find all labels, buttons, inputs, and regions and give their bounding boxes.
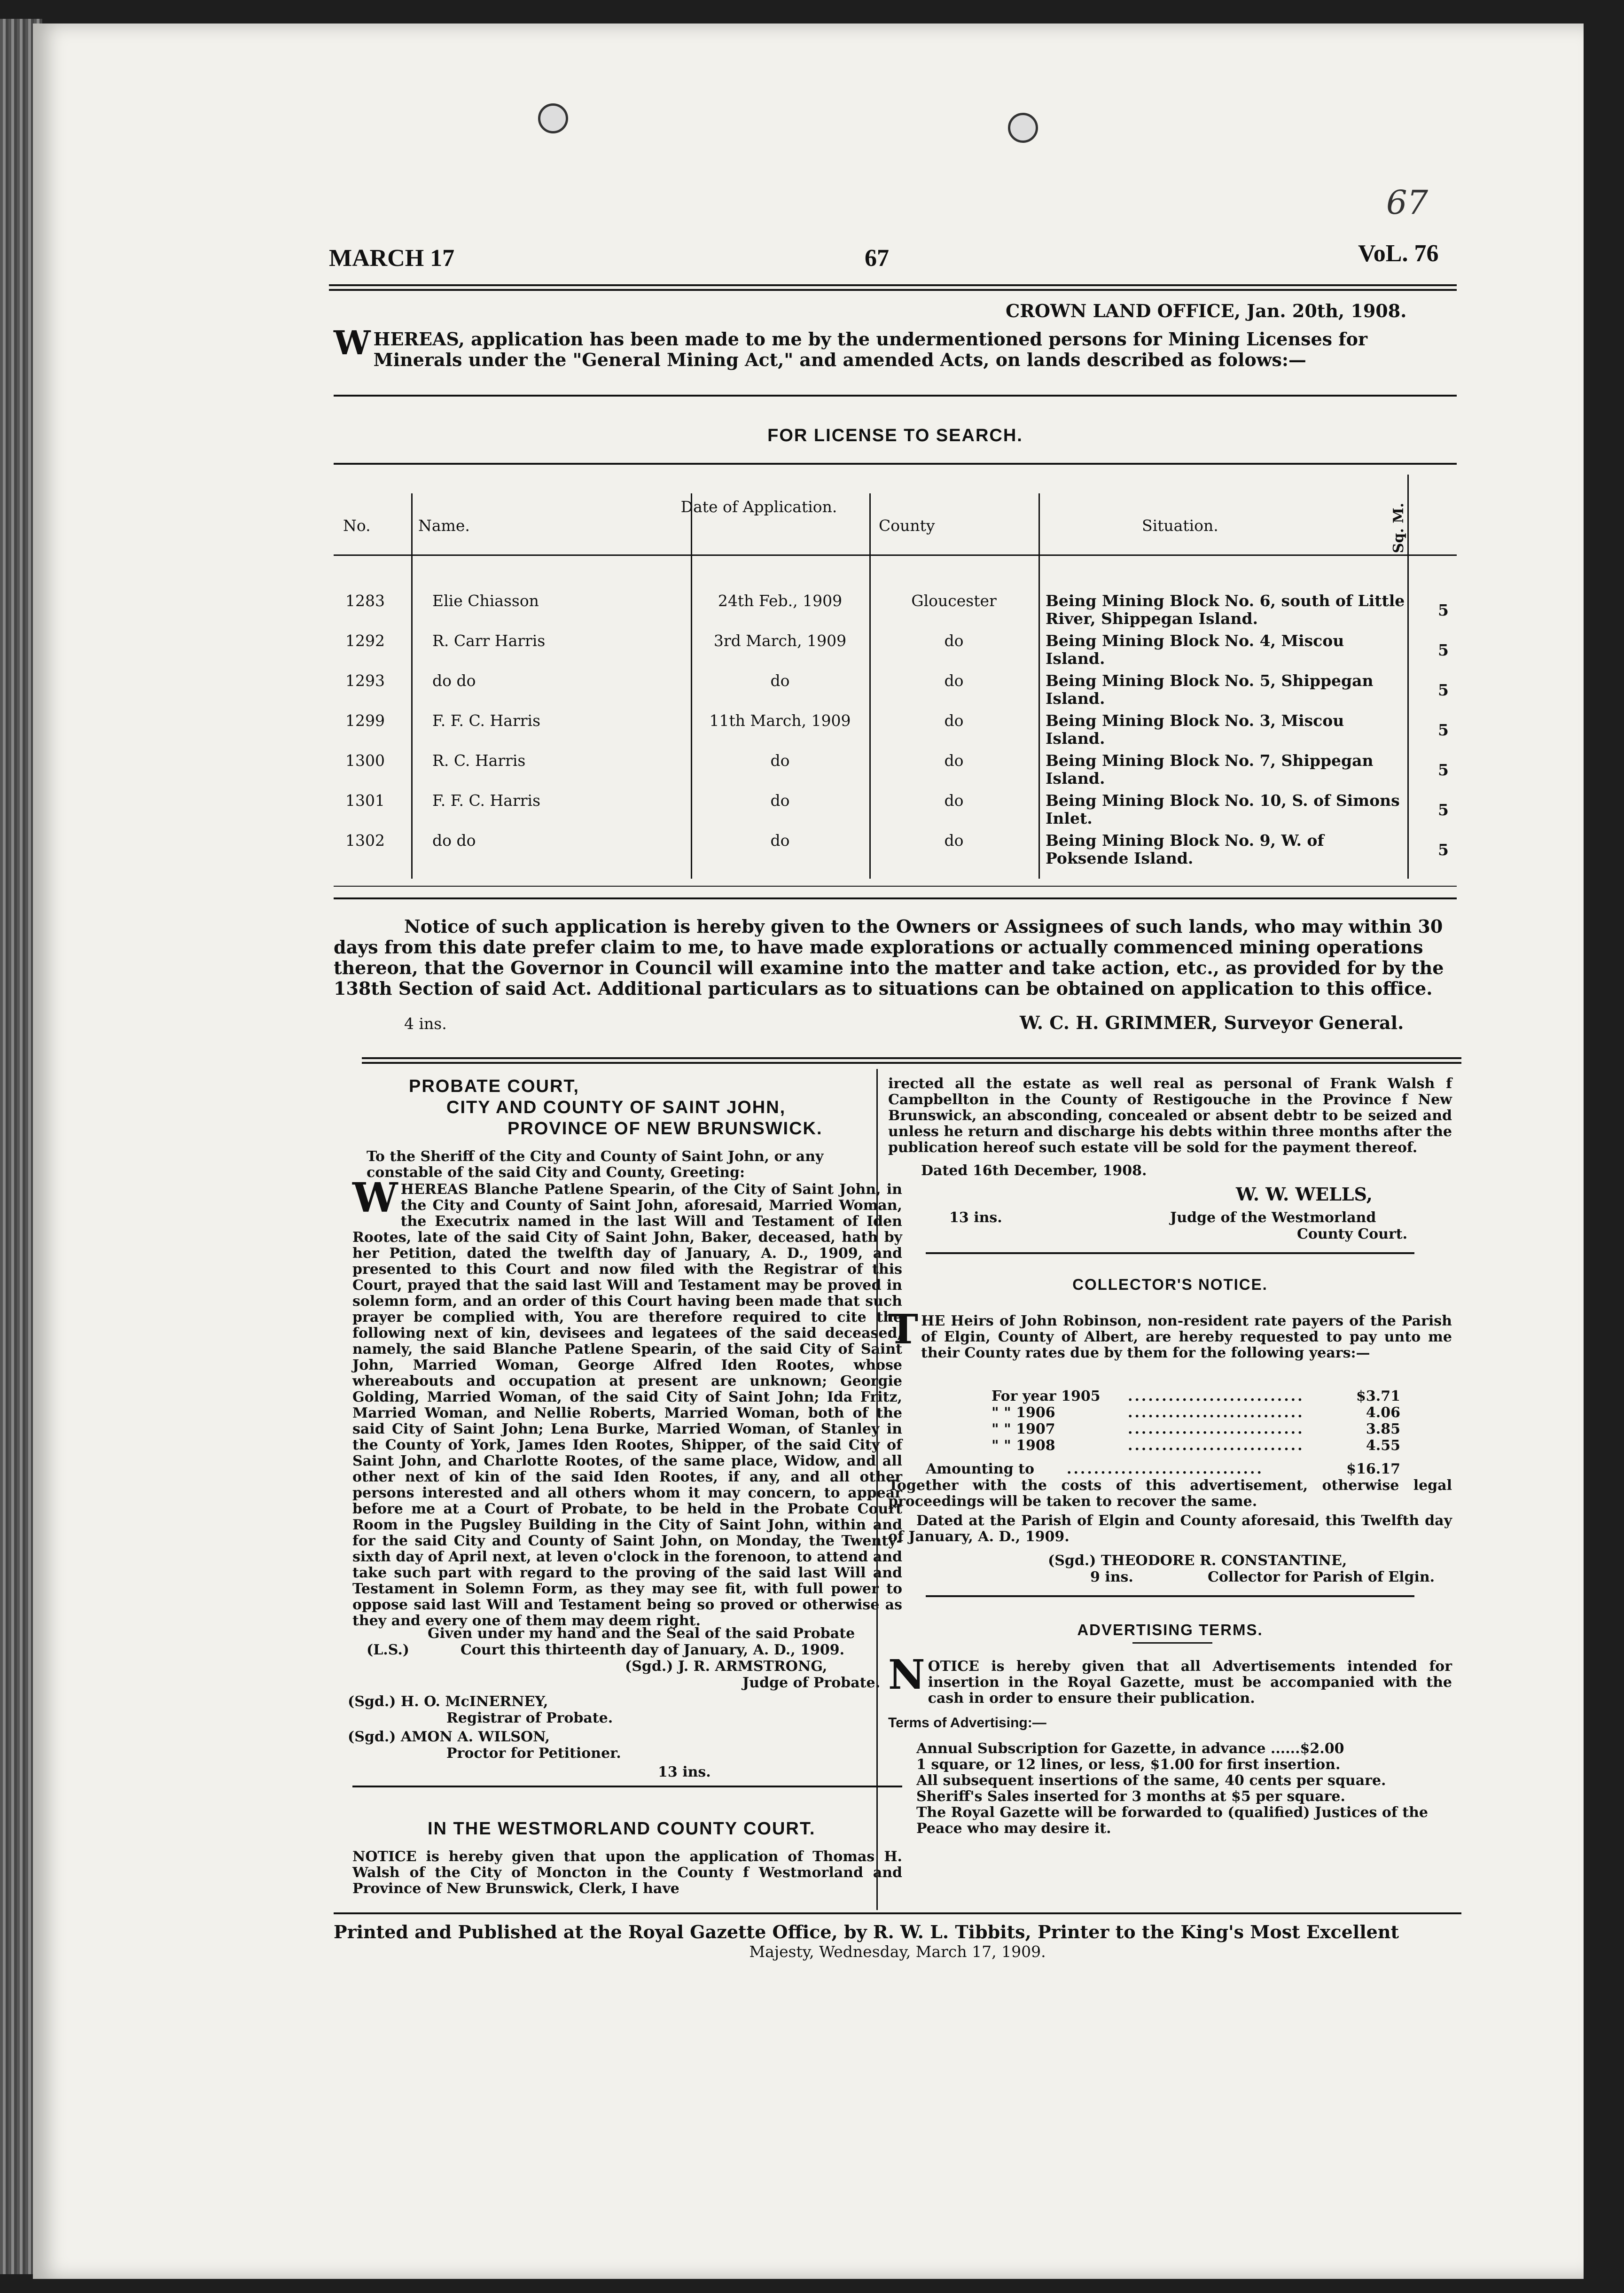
probate-title-2: CITY AND COUNTY OF SAINT JOHN, bbox=[446, 1098, 786, 1117]
collector-title: COLLECTOR'S NOTICE. bbox=[1072, 1276, 1268, 1293]
row-sqm: 5 bbox=[1438, 721, 1449, 739]
collector-body-text: HE Heirs of John Robinson, non-resident rate payers of the Parish of Elgin, County of Albert, are hereby requested to pay unto me their County rates due by them for the following years:— bbox=[921, 1313, 1452, 1361]
header-date: MARCH 17 bbox=[329, 245, 455, 272]
row-county: do bbox=[944, 751, 964, 770]
row-county: Gloucester bbox=[911, 592, 997, 610]
collector-amounting-dots: ............................. bbox=[1067, 1461, 1264, 1477]
collector-body bbox=[888, 1306, 1452, 1361]
footer-line-2: Majesty, Wednesday, March 17, 1909. bbox=[749, 1942, 1046, 1961]
row-sqm: 5 bbox=[1438, 801, 1449, 819]
term-line: Sheriff's Sales inserted for 3 months at $5 per square. bbox=[916, 1788, 1345, 1805]
row-date: 24th Feb., 1909 bbox=[718, 592, 843, 610]
row-name: R. C. Harris bbox=[432, 751, 526, 770]
year-label: " " 1907 bbox=[992, 1421, 1055, 1437]
header-volume: VoL. 76 bbox=[1358, 240, 1439, 267]
crown-land-intro-text: HEREAS, application has been made to me by the undermentioned persons for Mining Licenses for Minerals under the "General Mining Act," and amended Acts, on lands described as folows:— bbox=[373, 328, 1367, 370]
row-situation: Being Mining Block No. 5, Shippegan Island. bbox=[1046, 671, 1374, 708]
year-amount: 3.85 bbox=[1366, 1421, 1400, 1437]
row-county: do bbox=[944, 791, 964, 810]
row-county: do bbox=[944, 831, 964, 850]
row-situation: Being Mining Block No. 10, S. of Simons Inlet. bbox=[1046, 791, 1400, 827]
term-line: All subsequent insertions of the same, 40 cents per square. bbox=[916, 1772, 1386, 1789]
handwritten-page-number: 67 bbox=[1386, 183, 1429, 222]
row-name: R. Carr Harris bbox=[432, 632, 546, 650]
row-name: do do bbox=[432, 831, 476, 850]
collector-amounting-label: Amounting to bbox=[926, 1461, 1035, 1477]
rule bbox=[1132, 1642, 1212, 1644]
year-dots: .......................... bbox=[1128, 1437, 1304, 1454]
collector-sig-title: Collector for Parish of Elgin. bbox=[1208, 1569, 1435, 1585]
rule bbox=[334, 554, 1457, 556]
probate-proctor-name: (Sgd.) AMON A. WILSON, bbox=[348, 1729, 550, 1745]
collector-sig-name: (Sgd.) THEODORE R. CONSTANTINE, bbox=[1048, 1552, 1347, 1569]
drop-cap: T bbox=[888, 1306, 918, 1353]
year-dots: .......................... bbox=[1128, 1404, 1304, 1421]
probate-judge-name: (Sgd.) J. R. ARMSTRONG, bbox=[625, 1658, 828, 1675]
crown-land-signature: W. C. H. GRIMMER, Surveyor General. bbox=[1020, 1012, 1404, 1033]
advertising-notice-text: OTICE is hereby given that all Advertisements intended for insertion in the Royal Gazette, must be accompanied with the cash in order to ensure their publication. bbox=[928, 1658, 1452, 1707]
row-sqm: 5 bbox=[1438, 761, 1449, 779]
row-no: 1302 bbox=[345, 831, 385, 850]
row-date: 3rd March, 1909 bbox=[713, 632, 847, 650]
header-rule bbox=[329, 284, 1457, 291]
advertising-title: ADVERTISING TERMS. bbox=[1077, 1621, 1263, 1638]
row-sqm: 5 bbox=[1438, 681, 1449, 699]
probate-judge-title: Judge of Probate. bbox=[742, 1675, 881, 1691]
row-no: 1301 bbox=[345, 791, 385, 810]
row-date: do bbox=[770, 791, 790, 810]
gazette-page bbox=[33, 23, 1584, 2279]
table-title: FOR LICENSE TO SEARCH. bbox=[767, 426, 1023, 445]
westmorland-continued: irected all the estate as well real as personal of Frank Walsh f Campbellton in the County of Restigouche in the Province f New Brunswick, an absconding, concealed or absent debtr to be seized and unless he return and discharge his debts within three months after the publication hereof such estate vill be sold for the payment thereof. bbox=[888, 1076, 1452, 1156]
row-situation: Being Mining Block No. 4, Miscou Island. bbox=[1046, 632, 1344, 668]
probate-title-3: PROVINCE OF NEW BRUNSWICK. bbox=[508, 1119, 823, 1139]
row-name: do do bbox=[432, 671, 476, 690]
westmorland-body: NOTICE is hereby given that upon the application of Thomas H. Walsh of the City of Moncton in the County f Westmorland and Province of New Brunswick, Clerk, I have bbox=[352, 1848, 902, 1897]
probate-title-1: PROBATE COURT, bbox=[409, 1076, 579, 1096]
probate-body bbox=[352, 1174, 902, 1629]
row-no: 1300 bbox=[345, 751, 385, 770]
col-sqm: Sq. M. bbox=[1390, 503, 1407, 554]
col-county: County bbox=[879, 516, 935, 535]
row-situation: Being Mining Block No. 6, south of Little River, Shippegan Island. bbox=[1046, 592, 1405, 628]
col-date: Date of Application. bbox=[680, 498, 837, 516]
row-sqm: 5 bbox=[1438, 641, 1449, 659]
probate-address: To the Sheriff of the City and County of Saint John, or any constable of the said City and County, Greeting: bbox=[367, 1148, 824, 1181]
collector-amounting-total: $16.17 bbox=[1346, 1461, 1400, 1477]
row-sqm: 5 bbox=[1438, 601, 1449, 619]
row-name: Elie Chiasson bbox=[432, 592, 539, 610]
row-date: 11th March, 1909 bbox=[709, 711, 851, 730]
probate-ls: (L.S.) bbox=[367, 1642, 409, 1658]
drop-cap: N bbox=[888, 1651, 925, 1699]
drop-cap: W bbox=[352, 1174, 398, 1222]
rule bbox=[352, 1786, 902, 1787]
year-amount: 4.55 bbox=[1366, 1437, 1400, 1454]
crown-land-intro bbox=[334, 323, 1457, 370]
row-date: do bbox=[770, 831, 790, 850]
col-divider bbox=[1407, 475, 1409, 879]
collector-ins: 9 ins. bbox=[1090, 1569, 1133, 1585]
probate-registrar-title: Registrar of Probate. bbox=[446, 1710, 613, 1726]
header-page-number: 67 bbox=[865, 245, 889, 272]
crown-land-ins: 4 ins. bbox=[404, 1014, 447, 1033]
col-situation: Situation. bbox=[1142, 516, 1218, 535]
rule bbox=[334, 395, 1457, 397]
probate-body-text: HEREAS Blanche Patlene Spearin, of the City of Saint John, in the City and County of Saint John, aforesaid, Married Woman, the Executrix named in the last Will and Testament of Iden Rootes, late of the said City of Saint John, Baker, deceased, hath by her Petition, dated the twelfth day of January, A. D., 1909, and presented to this Court and now filed with the Registrar of this Court, prayed that the said last Will and Testament may be proved in solemn form, and an order of this Court having been made that such prayer be complied with, You are therefore required to cite the following next of kin, devisees and legatees of the said deceased, namely, the said Blanche Patlene Spearin, of the said City of Saint John, Married Woman, George Alfred Iden Rootes, whose whereabouts and occupation at present are unknown; Georgie Golding, Married Woman, of the said City of Saint John; Ida Fritz, Married Woman, and Nellie Roberts, Married Woman, both of the said City of Saint John; Lena Burke, Married Woman, of Stanley in the County of York, James Iden Rootes, Shipper, of the said City of Saint John, and Charlotte Rootes, of the same place, Widow, and all other next of kin of the said Iden Rootes, if any, and all other persons interested and all others whom it may concern, to appear before me at a Court of Probate, to be held in the Probate Court Room in the Pugsley Building in the City of Saint John, within and for the said City and County of Saint John, on Monday, the Twenty-sixth day of April next, at leven o'clock in the forenoon, to attend and take such part with regard to the proving of the said last Will and Testament in Solemn Form, as they may see fit, with full power to oppose said last Will and Testament being so proved or otherwise as they and every one of them may deem right. bbox=[352, 1181, 902, 1629]
year-label: " " 1906 bbox=[992, 1404, 1055, 1421]
col-divider bbox=[1038, 493, 1040, 879]
table-bottom-rule bbox=[334, 886, 1457, 887]
year-label: For year 1905 bbox=[992, 1388, 1101, 1404]
row-no: 1292 bbox=[345, 632, 385, 650]
row-county: do bbox=[944, 632, 964, 650]
row-county: do bbox=[944, 671, 964, 690]
row-situation: Being Mining Block No. 7, Shippegan Island. bbox=[1046, 751, 1374, 788]
row-situation: Being Mining Block No. 9, W. of Poksende Island. bbox=[1046, 831, 1324, 867]
collector-dated: Dated at the Parish of Elgin and County aforesaid, this Twelfth day of January, A. D., 1909. bbox=[888, 1513, 1452, 1545]
advertising-terms bbox=[888, 1741, 1452, 1837]
row-date: do bbox=[770, 671, 790, 690]
punch-hole bbox=[1008, 113, 1038, 143]
probate-court-date: Court this thirteenth day of January, A. D., 1909. bbox=[461, 1642, 845, 1658]
row-no: 1299 bbox=[345, 711, 385, 730]
year-amount: 4.06 bbox=[1366, 1404, 1400, 1421]
year-dots: .......................... bbox=[1128, 1421, 1304, 1437]
row-date: do bbox=[770, 751, 790, 770]
term-line: The Royal Gazette will be forwarded to (qualified) Justices of the Peace who may desire it. bbox=[916, 1804, 1428, 1837]
col-no: No. bbox=[343, 516, 371, 535]
crown-land-office-line: CROWN LAND OFFICE, Jan. 20th, 1908. bbox=[1006, 300, 1407, 321]
row-no: 1283 bbox=[345, 592, 385, 610]
drop-cap: W bbox=[334, 323, 371, 362]
year-amount: $3.71 bbox=[1356, 1388, 1400, 1404]
row-name: F. F. C. Harris bbox=[432, 791, 541, 810]
westmorland-dated: Dated 16th December, 1908. bbox=[921, 1162, 1147, 1179]
probate-registrar-name: (Sgd.) H. O. McINERNEY, bbox=[348, 1693, 548, 1710]
section-rule bbox=[362, 1057, 1461, 1064]
row-no: 1293 bbox=[345, 671, 385, 690]
crown-land-notice: Notice of such application is hereby given to the Owners or Assignees of such lands, who may within 30 days from this date prefer claim to me, to have made explorations or actually commenced mining operations thereon, that the Governor in Council will examine into the matter and take action, etc., as provided for by the 138th Section of said Act. Additional particulars as to situations can be obtained on application to this office. bbox=[334, 916, 1444, 999]
column-divider bbox=[876, 1069, 878, 1910]
collector-together: Together with the costs of this advertisement, otherwise legal proceedings will be taken to recover the same. bbox=[888, 1477, 1452, 1510]
term-line: Annual Subscription for Gazette, in advance ......$2.00 bbox=[916, 1740, 1344, 1757]
term-line: 1 square, or 12 lines, or less, $1.00 for first insertion. bbox=[916, 1756, 1341, 1773]
westmorland-judge-title-2: County Court. bbox=[1297, 1226, 1408, 1242]
westmorland-ins: 13 ins. bbox=[949, 1209, 1002, 1226]
row-name: F. F. C. Harris bbox=[432, 711, 541, 730]
westmorland-judge-name: W. W. WELLS, bbox=[1236, 1184, 1373, 1205]
rule bbox=[926, 1252, 1414, 1254]
footer-line-1: Printed and Published at the Royal Gazette Office, by R. W. L. Tibbits, Printer to the King's Most Excellent bbox=[334, 1921, 1399, 1942]
punch-hole bbox=[538, 103, 568, 133]
westmorland-title: IN THE WESTMORLAND COUNTY COURT. bbox=[428, 1819, 816, 1839]
year-dots: .......................... bbox=[1128, 1388, 1304, 1404]
rule bbox=[334, 897, 1457, 899]
row-situation: Being Mining Block No. 3, Miscou Island. bbox=[1046, 711, 1344, 748]
col-divider bbox=[411, 493, 413, 879]
advertising-notice bbox=[888, 1651, 1452, 1707]
col-name: Name. bbox=[418, 516, 470, 535]
row-sqm: 5 bbox=[1438, 841, 1449, 859]
rule bbox=[334, 1912, 1461, 1914]
row-county: do bbox=[944, 711, 964, 730]
year-label: " " 1908 bbox=[992, 1437, 1055, 1454]
rule bbox=[926, 1595, 1414, 1597]
probate-given: Given under my hand and the Seal of the said Probate bbox=[428, 1625, 855, 1642]
probate-ins: 13 ins. bbox=[658, 1764, 711, 1780]
probate-proctor-title: Proctor for Petitioner. bbox=[446, 1745, 621, 1762]
rule bbox=[334, 463, 1457, 465]
advertising-terms-title: Terms of Advertising:— bbox=[888, 1715, 1046, 1731]
westmorland-judge-title-1: Judge of the Westmorland bbox=[1170, 1209, 1376, 1226]
